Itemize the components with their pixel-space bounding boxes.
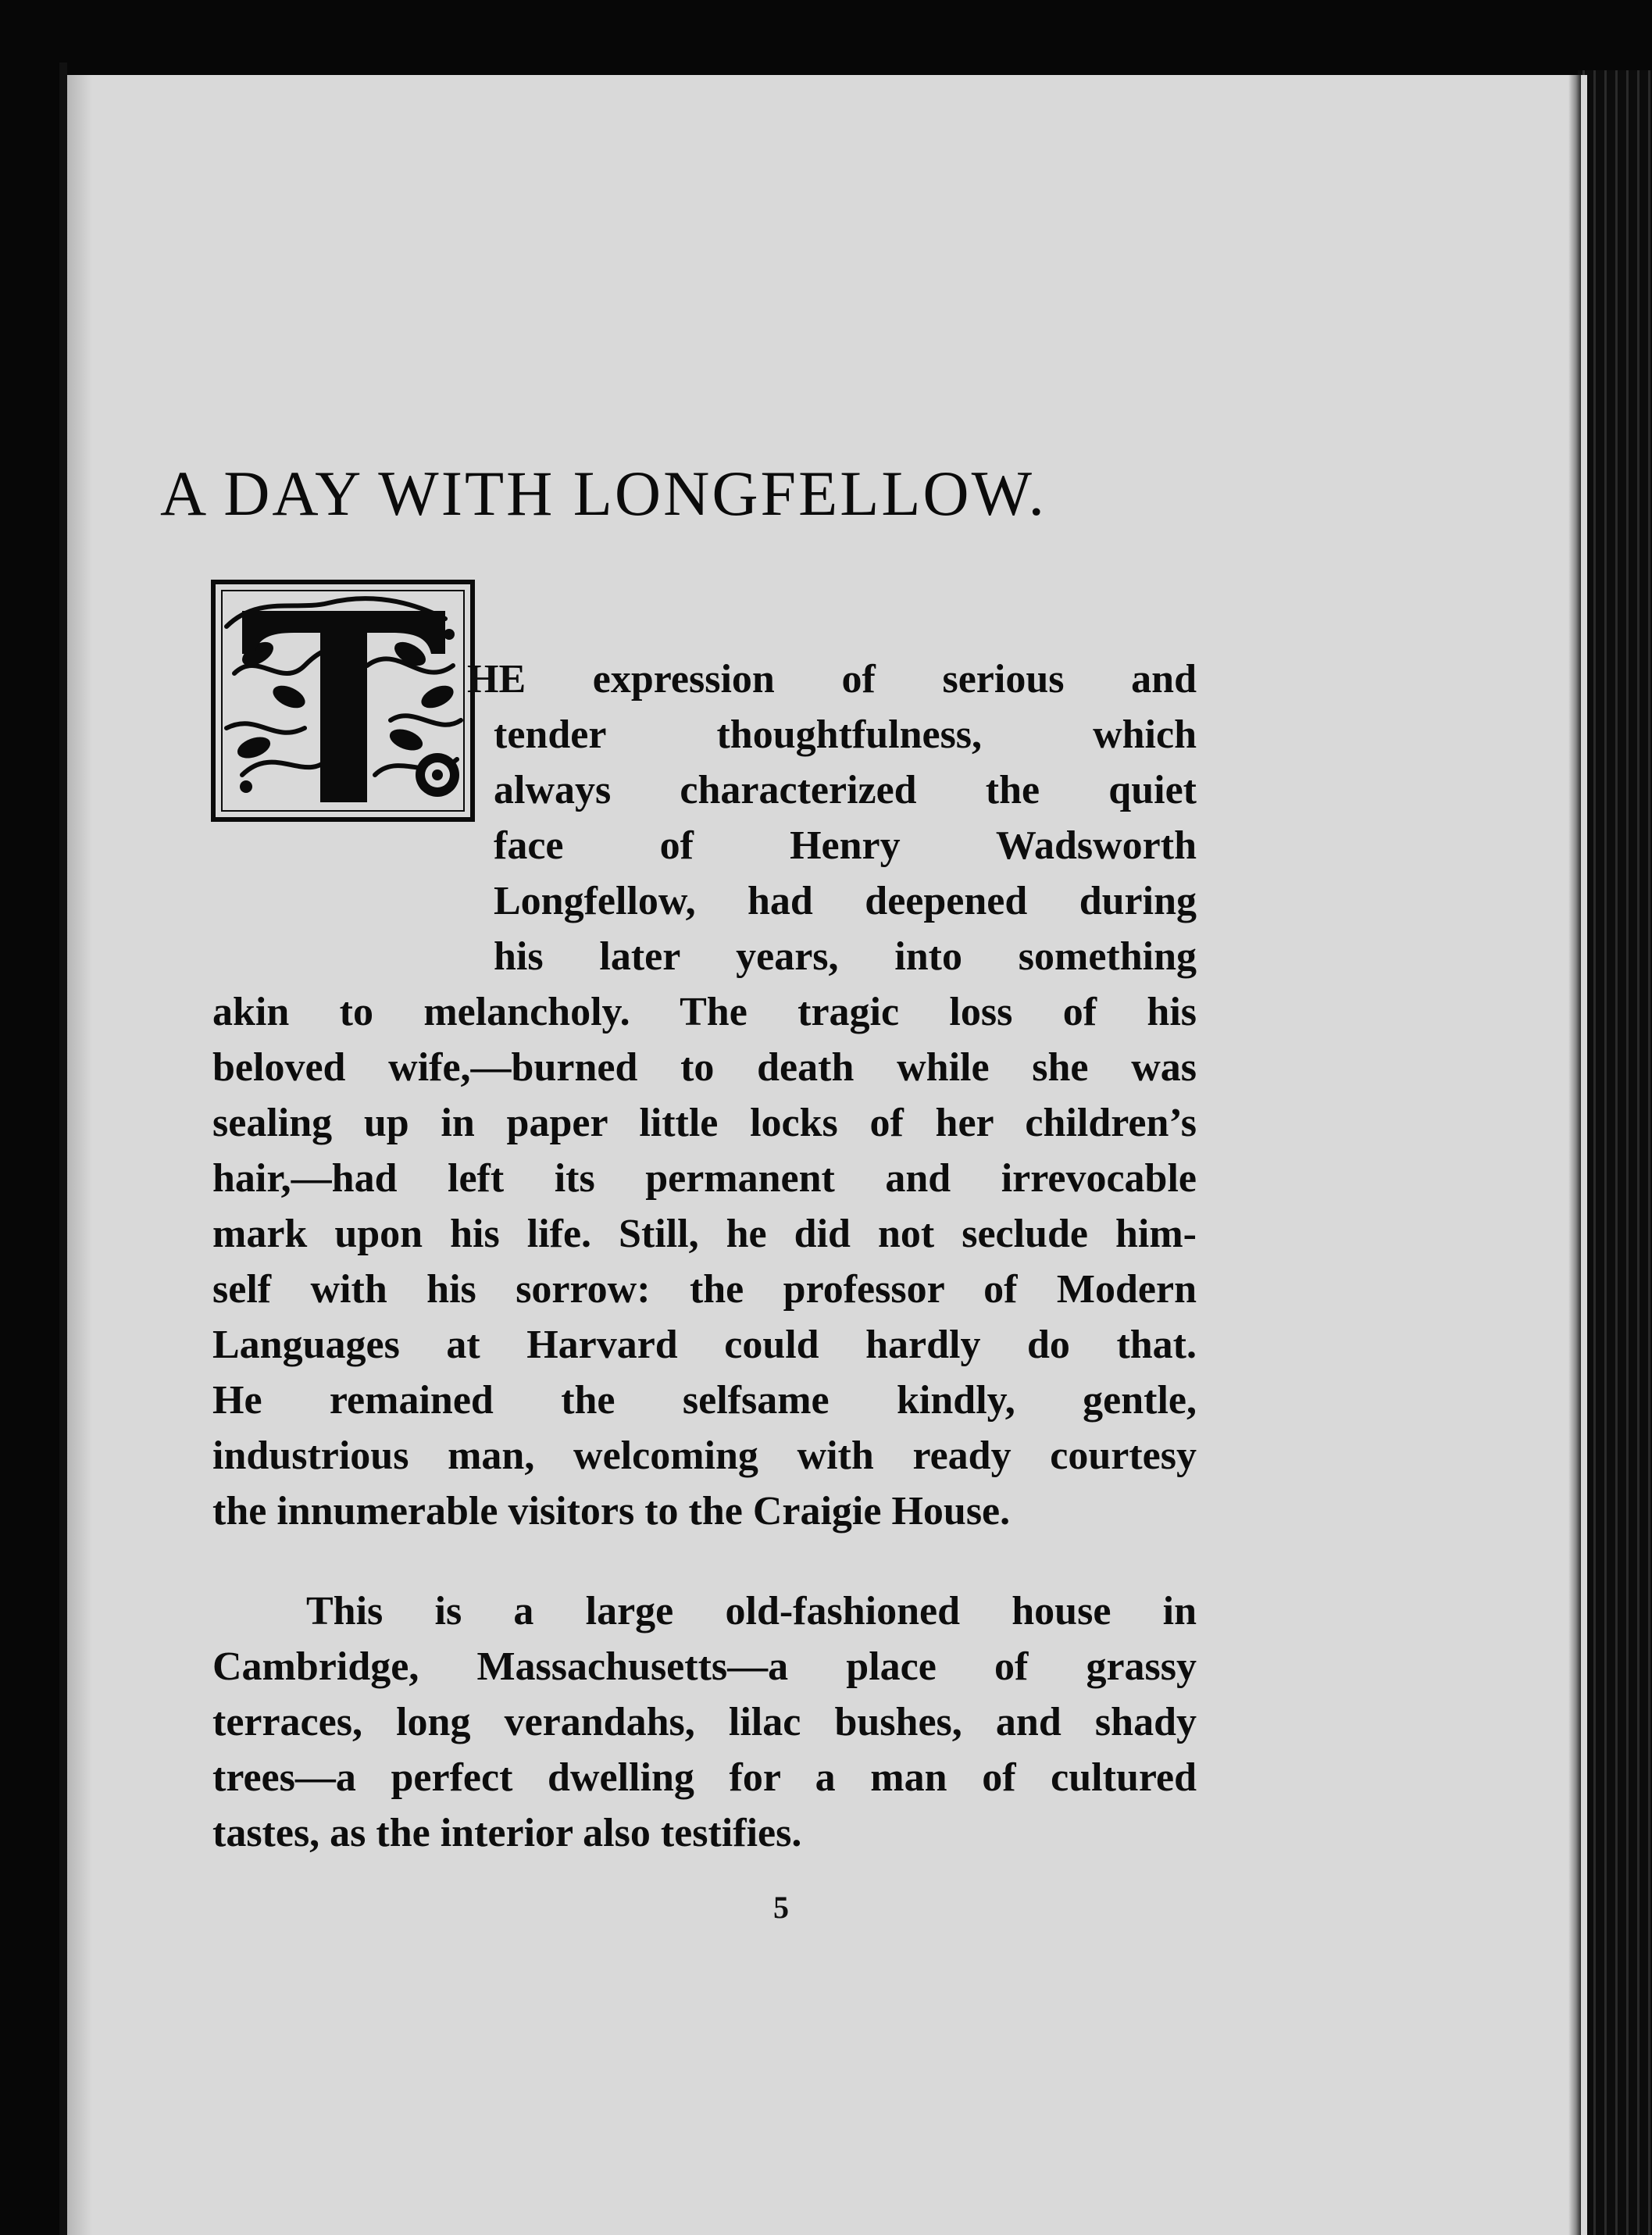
page-edge-shadow xyxy=(1568,75,1581,2235)
paragraph-1-line: beloved wife,—burned to death while she was xyxy=(212,1045,1197,1090)
gutter-shadow xyxy=(64,75,92,2235)
paragraph-1-line: face of Henry Wadsworth xyxy=(494,823,1197,868)
paragraph-2-line: tastes, as the interior also testifies. xyxy=(212,1811,802,1855)
paragraph-1-line: HE expression of serious and xyxy=(467,657,1197,702)
paragraph-1-line: Languages at Harvard could hardly do that. xyxy=(212,1323,1197,1367)
paragraph-1-line: the innumerable visitors to the Craigie House. xyxy=(212,1489,1011,1533)
paragraph-2-line: Cambridge, Massachusetts—a place of grassy xyxy=(212,1644,1197,1689)
page-number: 5 xyxy=(773,1890,789,1925)
paragraph-2-line: This is a large old-fashioned house in xyxy=(306,1589,1197,1633)
paragraph-1-line: industrious man, welcoming with ready courtesy xyxy=(212,1433,1197,1478)
paragraph-2-line: trees—a perfect dwelling for a man of cultured xyxy=(212,1755,1197,1800)
paragraph-1-line: He remained the selfsame kindly, gentle, xyxy=(212,1378,1197,1423)
book-edge xyxy=(1578,70,1652,2235)
paragraph-1-line: akin to melancholy. The tragic loss of his xyxy=(212,990,1197,1034)
paragraph-1-line: Longfellow, had deepened during xyxy=(494,879,1197,923)
paragraph-1-line: always characterized the quiet xyxy=(494,768,1197,812)
decorative-dropcap-t xyxy=(211,580,475,822)
paragraph-1-line: hair,—had left its permanent and irrevocable xyxy=(212,1156,1197,1201)
paragraph-1-line: sealing up in paper little locks of her children’s xyxy=(212,1101,1197,1145)
paragraph-1-line: self with his sorrow: the professor of Modern xyxy=(212,1267,1197,1312)
chapter-title: A DAY WITH LONGFELLOW. xyxy=(160,458,1047,529)
gutter-binding-line xyxy=(59,62,67,2235)
paragraph-1-line: mark upon his life. Still, he did not seclude him- xyxy=(212,1212,1197,1256)
paragraph-2-line: terraces, long verandahs, lilac bushes, and shady xyxy=(212,1700,1197,1744)
paragraph-1-line: tender thoughtfulness, which xyxy=(494,712,1197,757)
paragraph-1-line: his later years, into something xyxy=(494,934,1197,979)
